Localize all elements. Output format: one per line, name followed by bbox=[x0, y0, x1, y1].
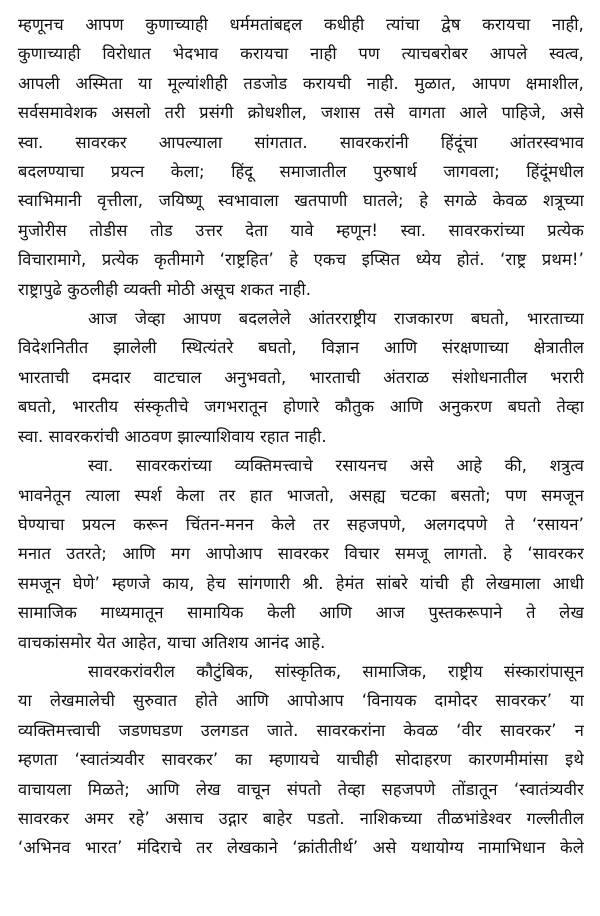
text-line: सावरकर अमर रहे’ असाच उद्गार बाहेर पडतो. नाशिकच्या तीळभांडेश्वर गल्लीतील bbox=[18, 808, 584, 828]
text-line: बघतो, भारतीय संस्कृतीचे जगभरातून होणारे कौतुक आणि अनुकरण बघतो तेव्हा bbox=[18, 397, 584, 417]
paragraph-4 bbox=[18, 657, 584, 863]
text-line: वाचायला मिळते; आणि लेख वाचून संपतो तेव्हा सहजपणे तोंडातून ‘स्वातंत्र्यवीर bbox=[18, 779, 584, 799]
text-line: कुणाच्याही विरोधात भेदभाव करायचा नाही पण त्याचबरोबर आपले स्वत्व, bbox=[18, 44, 584, 64]
text-line: वाचकांसमोर येत आहेत, याचा अतिशय आनंद आहे. bbox=[18, 632, 326, 652]
text-line: सावरकरांवरील कौटुंबिक, सांस्कृतिक, सामाजिक, राष्ट्रीय संस्कारांपासून bbox=[88, 661, 584, 681]
text-line: राष्ट्रापुढे कुठलीही व्यक्ती मोठी असूच शकत नाही. bbox=[18, 279, 312, 299]
text-line: भावनेतून त्याला स्पर्श केला तर हात भाजतो, असह्य चटका बसतो; पण समजून bbox=[18, 485, 584, 505]
text-line: आज जेव्हा आपण बदललेले आंतरराष्ट्रीय राजकारण बघतो, भारताच्या bbox=[88, 309, 584, 329]
text-line: म्हणता ‘स्वातंत्र्यवीर सावरकर’ का म्हणायचे याचीही सोदाहरण कारणमीमांसा इथे bbox=[18, 750, 584, 770]
text-line: मुजोरीस तोडीस तोड उत्तर देता यावे म्हणून! स्वा. सावरकरांच्या प्रत्येक bbox=[18, 220, 584, 240]
paragraph-1 bbox=[18, 10, 584, 304]
text-line: स्वा. सावरकर आपल्याला सांगतात. सावरकरांनी हिंदूंचा आंतरस्वभाव bbox=[18, 132, 584, 152]
text-line: बदलण्याचा प्रयत्न केला; हिंदू समाजातील पुरुषार्थ जागवला; हिंदूंमधील bbox=[18, 162, 584, 182]
text-line: मनात उतरते; आणि मग आपोआप सावरकर विचार समजू लागतो. हे ‘सावरकर bbox=[18, 544, 584, 564]
text-line: व्यक्तिमत्त्वाची जडणघडण उलगडत जाते. सावरकरांना केवळ ‘वीर सावरकर’ न bbox=[18, 720, 584, 740]
text-line: स्वा. सावरकरांच्या व्यक्तिमत्त्वाचे रसायनच असे आहे की, शत्रुत्व bbox=[88, 456, 584, 476]
text-line: स्वा. सावरकरांची आठवण झाल्याशिवाय रहात नाही. bbox=[18, 426, 327, 446]
text-line: घेण्याचा प्रयत्न करून चिंतन-मनन केले तर सहजपणे, अलगदपणे ते ‘रसायन’ bbox=[18, 514, 584, 534]
paragraph-2 bbox=[18, 304, 584, 451]
text-line: या लेखमालेची सुरुवात होते आणि आपोआप ‘विनायक दामोदर सावरकर’ या bbox=[18, 691, 584, 711]
text-line: समजून घेणे’ म्हणजे काय, हेच सांगणारी श्री. हेमंत सांबरे यांची ही लेखमाला आधी bbox=[18, 573, 584, 593]
text-line: विदेशनितीत झालेली स्थित्यंतरे बघतो, विज्ञान आणि संरक्षणाच्या क्षेत्रातील bbox=[18, 338, 584, 358]
document-page bbox=[18, 10, 584, 910]
text-line: म्हणूनच आपण कुणाच्याही धर्ममतांबद्दल कधीही त्यांचा द्वेष करायचा नाही, bbox=[18, 15, 584, 34]
text-line: सामाजिक माध्यमातून सामायिक केली आणि आज पुस्तकरूपाने ते लेख bbox=[18, 603, 584, 623]
text-line: आपली अस्मिता या मूल्यांशीही तडजोड करायची नाही. मुळात, आपण क्षमाशील, bbox=[18, 73, 584, 93]
text-line: स्वाभिमानी वृत्तीला, जयिष्णू स्वभावाला खतपाणी घातले; हे सगळे केवळ शत्रूच्या bbox=[18, 191, 584, 211]
text-line: सर्वसमावेशक असलो तरी प्रसंगी क्रोधशील, जशास तसे वागता आले पाहिजे, असे bbox=[18, 103, 584, 123]
text-line: विचारामागे, प्रत्येक कृतीमागे ‘राष्ट्रहित’ हे एकच इप्सित ध्येय होतं. ‘राष्ट्र प्रथम!’ bbox=[18, 250, 584, 270]
text-line: ‘अभिनव भारत’ मंदिराचे तर लेखकाने ‘क्रांतीतीर्थ’ असे यथायोग्य नामाभिधान केले bbox=[18, 838, 584, 858]
paragraph-3 bbox=[18, 451, 584, 657]
text-line: भारताची दमदार वाटचाल अनुभवतो, भारताची अंतराळ संशोधनातील भरारी bbox=[18, 367, 584, 387]
